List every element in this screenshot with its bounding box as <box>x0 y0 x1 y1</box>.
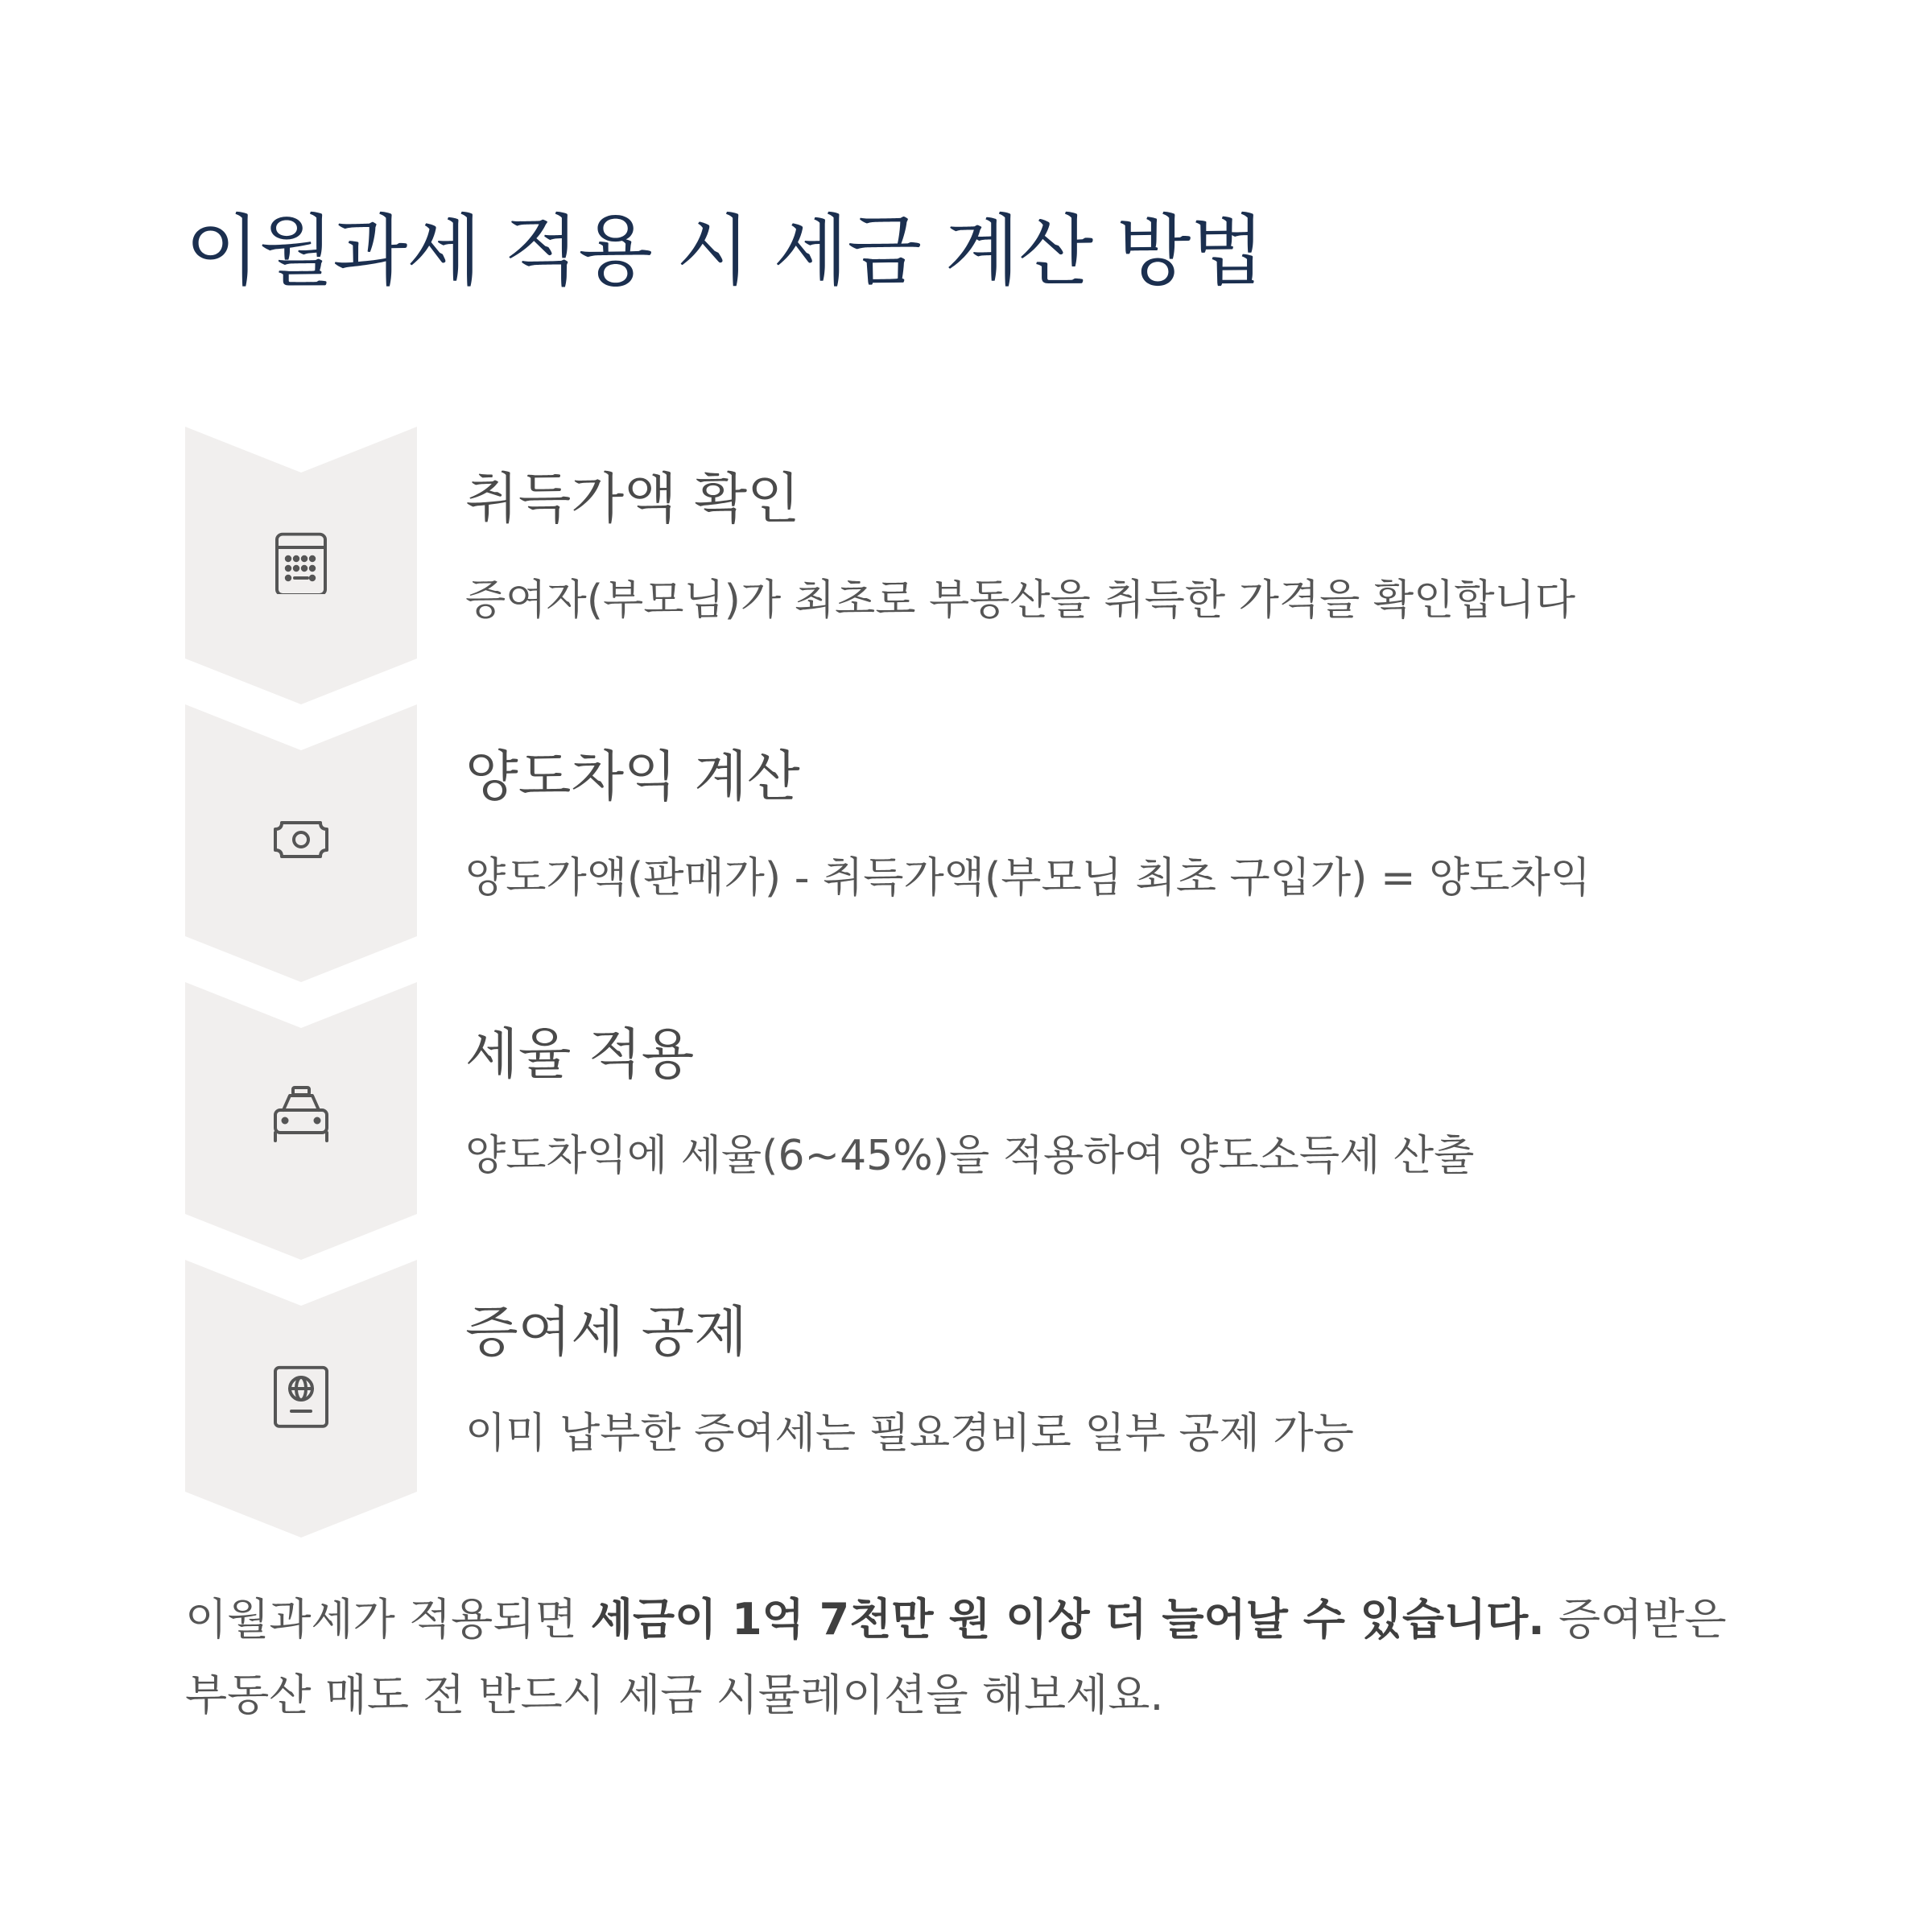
step-capital-gain <box>0 704 1932 982</box>
step-title: 양도차익 계산 <box>465 745 800 809</box>
step-title: 세율 적용 <box>465 1023 695 1087</box>
step-title: 취득가액 확인 <box>465 468 800 531</box>
step-description: 이미 납부한 증여세는 필요경비로 일부 공제 가능 <box>465 1410 1354 1458</box>
step-description: 증여자(부모님)가 최초로 부동산을 취득한 가격을 확인합니다 <box>465 576 1576 625</box>
step-acquisition-price <box>0 427 1932 704</box>
money-bill-icon <box>269 811 333 876</box>
footer-emphasis: 세금이 1억 7천만 원 이상 더 늘어날 수 있습니다. <box>590 1594 1545 1645</box>
step-title: 증여세 공제 <box>465 1301 748 1364</box>
footer-text-suffix: 증여받은 부동산 매도 전 반드시 세금 시뮬레이션을 해보세요. <box>185 1594 1727 1720</box>
calculator-icon <box>269 530 333 594</box>
step-tax-rate <box>0 982 1932 1260</box>
step-gift-tax-deduction <box>0 1260 1932 1538</box>
footer-note <box>185 1582 1763 1733</box>
passport-icon <box>269 1364 333 1429</box>
footer-text-prefix: 이월과세가 적용되면 <box>185 1594 591 1645</box>
step-description: 양도가액(판매가) - 취득가액(부모님 최초 구입가) = 양도차익 <box>465 854 1591 902</box>
page-title: 이월과세 적용 시 세금 계산 방법 <box>185 206 1265 296</box>
step-description: 양도차익에 세율(6~45%)을 적용하여 양도소득세 산출 <box>465 1132 1475 1180</box>
taxi-car-icon <box>269 1083 333 1147</box>
